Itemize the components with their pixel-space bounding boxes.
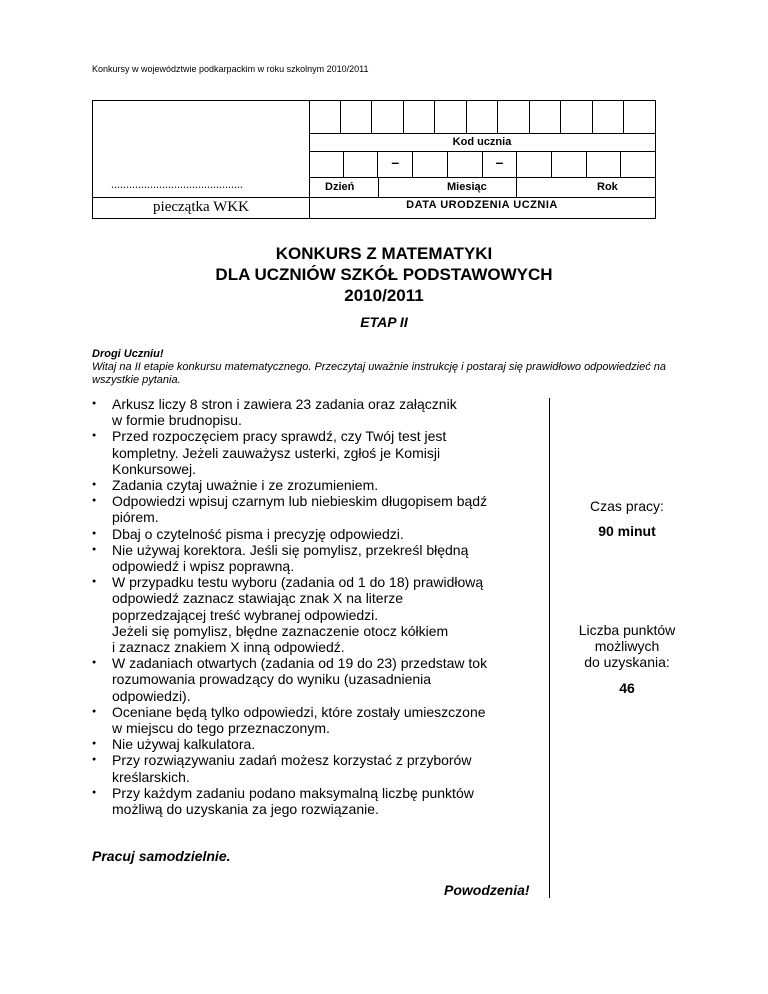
stamp-area (93, 101, 310, 218)
date-cell[interactable] (620, 152, 655, 177)
birthdate-label: DATA URODZENIA UCZNIA (406, 199, 558, 211)
code-cell[interactable] (309, 101, 340, 133)
code-cell[interactable] (623, 101, 655, 133)
title-line-2: DLA UCZNIÓW SZKÓŁ PODSTAWOWYCH (215, 265, 553, 284)
day-label: Dzień (325, 181, 355, 193)
time-label: Czas pracy: (590, 498, 664, 514)
list-item: ● Przy rozwiązywaniu zadań możesz korzystać z przyborów kreślarskich. (112, 752, 582, 784)
title-line-1: KONKURS Z MATEMATYKI (275, 244, 493, 263)
code-cell[interactable] (592, 101, 624, 133)
code-cell[interactable] (529, 101, 561, 133)
vertical-divider (549, 398, 550, 898)
code-cell[interactable] (371, 101, 403, 133)
stamp-label: pieczątka WKK (153, 199, 249, 215)
code-grid (309, 101, 655, 218)
stage-label: ETAP II (360, 314, 408, 330)
student-code-label: Kod ucznia (309, 133, 655, 152)
month-label: Miesiąc (447, 181, 487, 193)
code-cell[interactable] (466, 101, 498, 133)
date-cell[interactable] (586, 152, 621, 177)
points-label-3: do uzyskania: (584, 654, 670, 670)
header-note: Konkursy w województwie podkarpackim w roku szkolnym 2010/2011 (92, 64, 369, 74)
date-cell[interactable] (412, 152, 447, 177)
list-item: ● Przed rozpoczęciem pracy sprawdź, czy Twój test jest kompletny. Jeżeli zauważysz usterki, zgłoś je Komisji Konkursowej. (112, 428, 582, 477)
list-item: ● Oceniane będą tylko odpowiedzi, które zostały umieszczone w miejscu do tego przeznaczonym. (112, 704, 582, 736)
date-cell[interactable] (343, 152, 378, 177)
list-item: ● W zadaniach otwartych (zadania od 19 do 23) przedstaw tok rozumowania prowadzący do wyniku (uzasadnienia odpowiedzi). (112, 655, 582, 704)
time-value: 90 minut (598, 523, 656, 539)
title-line-3: 2010/2011 (344, 286, 424, 305)
list-item: ● Nie używaj korektora. Jeśli się pomylisz, przekreśl błędną odpowiedź i wpisz poprawną. (112, 542, 582, 574)
date-cell[interactable] (447, 152, 482, 177)
code-cell[interactable] (497, 101, 529, 133)
divider (378, 178, 379, 197)
list-item: ● Nie używaj kalkulatora. (112, 736, 582, 752)
date-separator: – (482, 152, 517, 177)
date-separator: – (377, 152, 412, 177)
divider (93, 197, 309, 198)
list-item: ● Arkusz liczy 8 stron i zawiera 23 zadania oraz załącznik w formie brudnopisu. (112, 396, 582, 428)
intro-text: Witaj na II etapie konkursu matematycznego. Przeczytaj uważnie instrukcję i postaraj się prawidłowo odpowiedzieć na wszystkie pytania. (92, 361, 667, 386)
work-alone-note: Pracuj samodzielnie. (92, 848, 231, 864)
list-item: ● Odpowiedzi wpisuj czarnym lub niebieskim długopisem bądź piórem. (112, 493, 582, 525)
list-item: ● Przy każdym zadaniu podano maksymalną liczbę punktów możliwą do uzyskania za jego rozwiązanie. (112, 785, 582, 817)
date-cell[interactable] (551, 152, 586, 177)
code-cell[interactable] (340, 101, 372, 133)
points-label-1: Liczba punktów (578, 622, 676, 638)
date-cell[interactable] (516, 152, 551, 177)
divider (516, 178, 517, 197)
points-value: 46 (619, 680, 635, 696)
birthdate-cells (309, 152, 655, 178)
student-code-cells (309, 101, 655, 134)
student-id-box (92, 100, 656, 219)
list-item: ● W przypadku testu wyboru (zadania od 1 do 18) prawidłową odpowiedź zaznacz stawiając znak X na literze poprzedzającej treść wybranej odpowiedzi. Jeżeli się pomylisz, błędne zaznaczenie otocz kółkiem i zaznacz znakiem X inną odpowiedź. (112, 574, 582, 655)
list-item: ● Dbaj o czytelność pisma i precyzję odpowiedzi. (112, 526, 582, 542)
year-label: Rok (597, 181, 618, 193)
signature-dots: ............................................ (111, 177, 243, 191)
instructions-list (88, 396, 582, 817)
code-cell[interactable] (403, 101, 435, 133)
date-cell[interactable] (309, 152, 343, 177)
list-item: ● Zadania czytaj uważnie i ze zrozumieniem. (112, 477, 582, 493)
code-cell[interactable] (560, 101, 592, 133)
code-cell[interactable] (434, 101, 466, 133)
points-label-2: możliwych (594, 638, 660, 654)
greeting: Drogi Uczniu! (92, 348, 164, 360)
date-labels (309, 178, 655, 198)
good-luck-note: Powodzenia! (444, 882, 530, 898)
